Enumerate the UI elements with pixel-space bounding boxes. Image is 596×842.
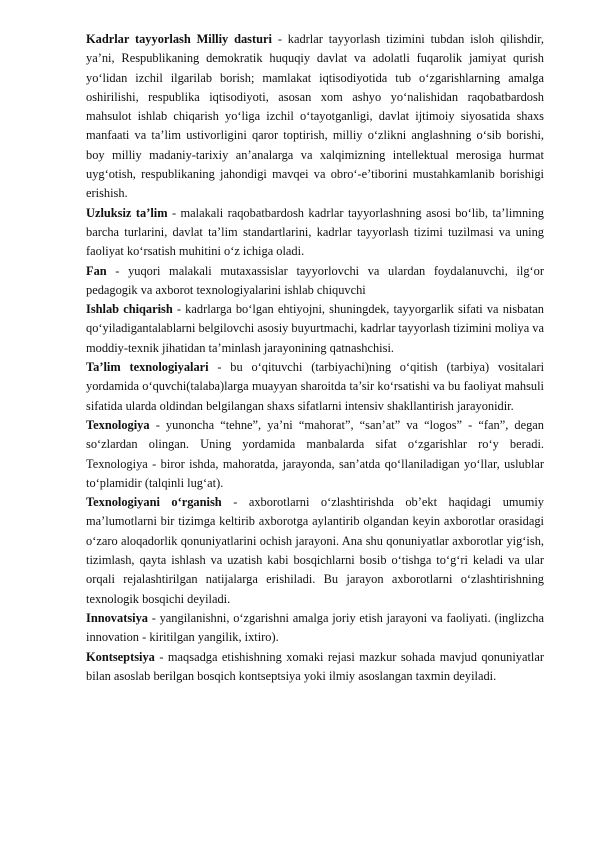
glossary-term: Texnologiya [86,417,150,432]
glossary-term: Texnologiyani o‘rganish [86,495,222,510]
glossary-term: Uzluksiz ta’lim [86,205,168,220]
glossary-entry-studying-technology [86,493,544,609]
glossary-definition: - kadrlarga bo‘lgan ehtiyojni, shuningdek, tayyorgarlik sifati va nisbatan qo‘yiladigantalablarni belgilovchi asosiy buyurtmachi, kadrlar tayyorlash tizimini moliya va moddiy-texnik jihatidan ta’minlash jarayonining qatnashchisi. [86,302,544,355]
glossary-term: Kontseptsiya [86,649,155,664]
glossary-definition: - yuqori malakali mutaxassislar tayyorlovchi va ulardan foydalanuvchi, ilg‘or pedagogik va axborot texnologiyalarini ishlab chiquvchi [86,263,544,297]
glossary-entry-science [86,262,544,301]
glossary-entry-continuous-education [86,204,544,262]
glossary-entry-production [86,300,544,358]
glossary-term: Fan [86,263,107,278]
glossary-definition: - maqsadga etishishning xomaki rejasi mazkur sohada mavjud qonuniyatlar bilan asoslab berilgan bosqich kontseptsiya yoki ilmiy asoslangan taxmin deyiladi. [86,649,544,683]
glossary-term: Ta’lim texnologiyalari [86,360,209,375]
glossary-definition: - yangilanishni, o‘zgarishni amalga joriy etish jarayoni va faoliyati. (inglizcha innovation - kiritilgan yangilik, ixtiro). [86,610,544,645]
glossary-definition: - malakali raqobatbardosh kadrlar tayyorlashning asosi bo‘lib, ta’limning barcha turlarini, davlat ta’lim standartlarini, kadrlar tayyorlash tizimi tuzilmasi va uning faoliyat ko‘rsatish muhitini o‘z ichiga oladi. [86,205,544,259]
glossary-entry-concept [86,648,544,687]
glossary-term: Ishlab chiqarish [86,302,173,317]
glossary-term: Innovatsiya [86,610,148,625]
glossary-definition: - yunoncha “tehne”, ya’ni “mahorat”, “san’at” va “logos” - “fan”, degan so‘zlardan olingan. Uning yordamida manbalarda sifat o‘zgarishlar ro‘y beradi. Texnologiya - biror ishda, mahoratda, jarayonda, san’atda qo‘llaniladigan yo‘llar, uslublar to‘plamidir (talqinli lug‘at). [86,417,544,490]
glossary-entry-education-technologies [86,358,544,416]
glossary-term: Kadrlar tayyorlash Milliy dasturi [86,32,272,46]
glossary-definition: - kadrlar tayyorlash tizimini tubdan isloh qilishdir, ya’ni, Respublikaning demokratik huquqiy davlat va adolatli fuqarolik jamiyat qurish yo‘lidan izchil ilgarilab borish; mamlakat iqtisodiyotida tub o‘zgarishlarning amalga oshirilishi, respublika iqtisodiyoti, asosan xom ashyo yo‘nalishidan raqobatbardosh mahsulot ishlab chiqarish yo‘liga izchil o‘tayotganligi, davlat ijtimoiy siyosatida shaxs manfaati va ta’lim ustivorligini qaror toptirish, milliy o‘zlikni anglashning o‘sib borishi, boy milliy madaniy-tarixiy an’analarga va xalqimizning intellektual merosiga hurmat uyg‘otish, respublikaning jahondigi mavqei va obro‘-e’tiborini mustahkamlanib borishigi erishish. [86,32,544,201]
glossary-entry-technology [86,416,544,493]
glossary-definition: - bu o‘qituvchi (tarbiyachi)ning o‘qitish (tarbiya) vositalari yordamida o‘quvchi(talaba)larga muayyan sharoitda ta’sir ko‘rsatishi va bu faoliyat mahsuli sifatida ularda oldindan belgilangan shaxs sifatlarni intensiv shakllantirish jarayonidir. [86,360,545,413]
glossary-definition: - axborotlarni o‘zlashtirishda ob’ekt haqidagi umumiy ma’lumotlarni bir tizimga keltirib axborotga aylantirib olgandan keyin axborotlar orasidagi o‘zaro aloqadorlik qonuniyatlarini ochish jarayoni. Ana shu qonuniyatlar axborotlar yig‘ish, tizimlash, qayta ishlash va uzatish kabi bosqichlarni bosib o‘tishga to‘g‘ri keladi va ular orqali rejalashtirilgan natijalarga erishiladi. Bu jarayon axborotlarni o‘zlashtirishning texnologik bosqichi deyiladi. [86,495,545,606]
glossary-entry-innovation [86,609,544,648]
glossary-entry-national-program [86,30,544,204]
